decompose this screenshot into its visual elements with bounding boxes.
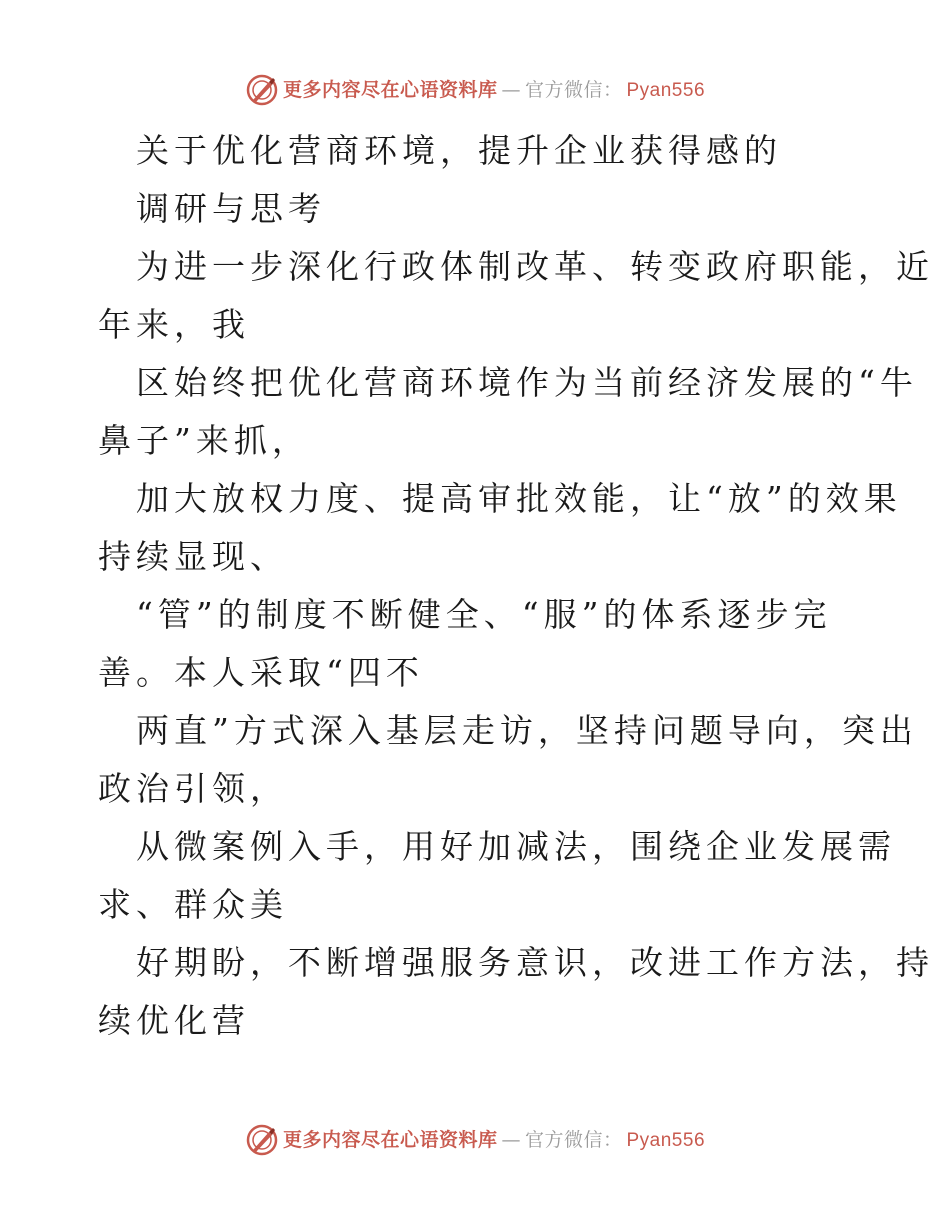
- doc-title-line-2: 调研与思考: [136, 189, 326, 228]
- header-watermark-banner: [0, 70, 950, 110]
- banner-wechat-id: Pyan556: [626, 79, 706, 101]
- doc-paragraph-line: 两直”方式深入基层走访，坚持问题导向，突出: [136, 711, 918, 750]
- doc-paragraph-line: 续优化营: [98, 1001, 250, 1040]
- brand-logo-icon: [245, 1123, 279, 1157]
- footer-wechat-label: 官方微信：: [524, 1128, 623, 1151]
- footer-watermark-banner: [0, 1120, 950, 1160]
- doc-paragraph-line: 从微案例入手，用好加减法，围绕企业发展需: [136, 827, 896, 866]
- brand-logo-icon: [245, 73, 279, 107]
- doc-paragraph-line: 为进一步深化行政体制改革、转变政府职能，近: [136, 247, 934, 286]
- footer-site-text: 更多内容尽在心语资料库: [282, 1128, 498, 1151]
- banner-wechat-label: 官方微信：: [524, 78, 623, 101]
- doc-title-line-1: 关于优化营商环境，提升企业获得感的: [136, 131, 782, 170]
- doc-paragraph-line: “管”的制度不断健全、“服”的体系逐步完: [136, 595, 832, 634]
- doc-paragraph-line: 鼻子”来抓，: [98, 421, 310, 460]
- doc-paragraph-line: 好期盼，不断增强服务意识，改进工作方法，持: [136, 943, 934, 982]
- banner-site-text: 更多内容尽在心语资料库: [282, 78, 498, 101]
- doc-paragraph-line: 持续显现、: [98, 537, 288, 576]
- doc-paragraph-line: 年来，我: [98, 305, 250, 344]
- document-body: [98, 122, 934, 1050]
- footer-dash: —: [501, 1128, 521, 1151]
- doc-paragraph-line: 善。本人采取“四不: [98, 653, 424, 692]
- doc-paragraph-line: 加大放权力度、提高审批效能，让“放”的效果: [136, 479, 902, 518]
- banner-dash: —: [501, 78, 521, 101]
- footer-wechat-id: Pyan556: [626, 1129, 706, 1151]
- doc-paragraph-line: 求、群众美: [98, 885, 288, 924]
- doc-paragraph-line: 区始终把优化营商环境作为当前经济发展的“牛: [136, 363, 918, 402]
- doc-paragraph-line: 政治引领，: [98, 769, 288, 808]
